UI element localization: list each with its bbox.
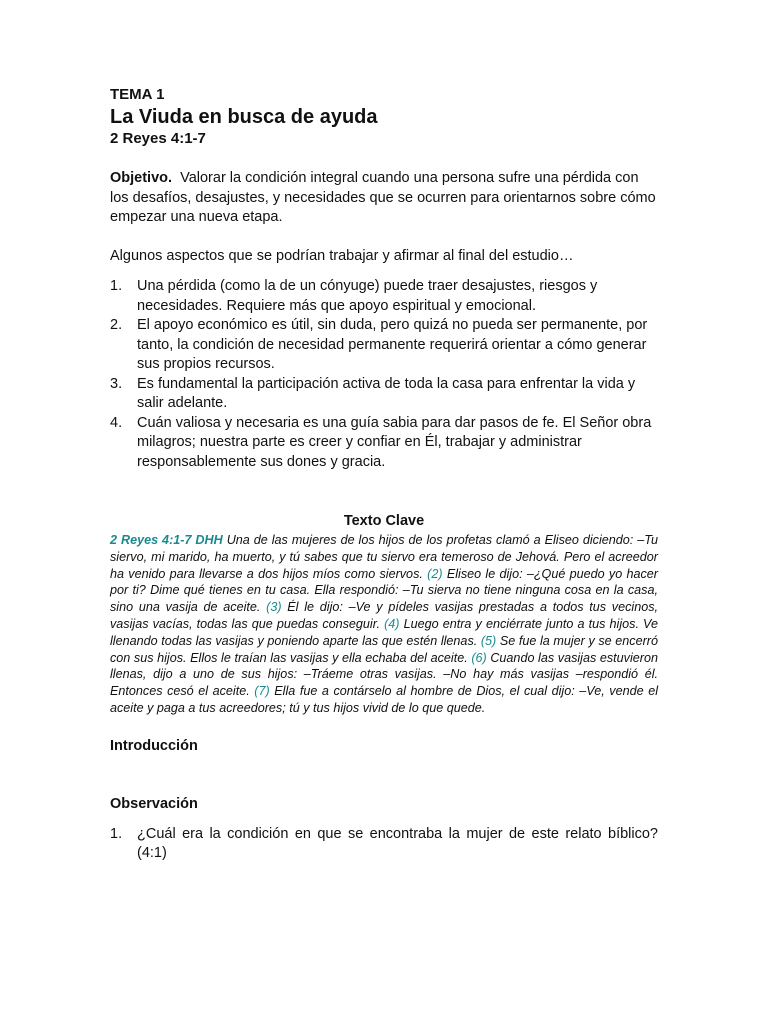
list-item-text: Cuán valiosa y necesaria es una guía sabia para dar pasos de fe. El Señor obra milagros; nuestra parte es creer y confiar en Él, trabajar y administrar responsablemente sus dones y gracia. [137,414,652,470]
verse-number: (6) [471,650,487,665]
verse-number: (3) [266,600,282,615]
verse-number: (2) [427,566,443,581]
passage-segment: Luego entra y enciérrate junto a tus hijos. Ve llenando todas las vasijas y poniendo aparte las que estén llenas. [110,616,658,648]
objective-label: Objetivo. [110,170,173,186]
verse-number: (5) [480,633,497,648]
list-item [110,825,658,864]
objective-text: Valorar la condición integral cuando una persona sufre una pérdida con los desafíos, desajustes, y necesidades que se ocurren para orientarnos sobre cómo empezar una nueva etapa. [110,170,656,225]
list-item-text: Una pérdida (como la de un cónyuge) puede traer desajustes, riesgos y necesidades. Requiere más que apoyo espiritual y emocional. [137,278,598,314]
passage-segment: Él le dijo: –Ve y pídeles vasijas prestadas a todos tus vecinos, vasijas vacías, todas las que puedas conseguir. [110,600,658,631]
passage-reference: 2 Reyes 4:1-7 DHH [110,533,223,547]
key-text-passage [110,532,658,717]
verse-number: (7) [254,684,270,699]
list-item-number: 3. [110,375,123,392]
list-item [110,414,658,473]
list-item-number: 2. [110,317,123,333]
passage-segment: Cuando las vasijas estuvieron llenas, dijo a uno de sus hijos: –Tráeme otras vasijas. –No hay más vasijas –respondió él. Entonces cesó el aceite. [110,650,658,699]
lesson-reference: 2 Reyes 4:1-7 [110,130,206,147]
list-item-text: Es fundamental la participación activa de toda la casa para enfrentar la vida y salir adelante. [137,375,636,411]
passage-segment: Se fue la mujer y se encerró con sus hijos. Ellos le traían las vasijas y ella echaba del aceite. [110,633,658,665]
lesson-number: TEMA 1 [110,86,165,103]
aspects-intro: Algunos aspectos que se podrían trabajar y afirmar al final del estudio… [110,247,574,264]
observation-questions [110,825,658,864]
passage-segment: Ella fue a contárselo al hombre de Dios, el cual dijo: –Ve, vende el aceite y paga a tus acreedores; tú y tus hijos vivid de lo que quede. [110,684,658,715]
list-item [110,316,658,375]
list-item-number: 4. [110,414,123,431]
list-item-text: El apoyo económico es útil, sin duda, pero quizá no pueda ser permanente, por tanto, la condición de necesidad permanente requerirá orientar a cómo generar sus propios recursos. [137,317,648,372]
verse-number: (4) [384,616,400,631]
key-text-heading: Texto Clave [343,513,425,529]
lesson-title: La Viuda en busca de ayuda [110,106,378,128]
list-item [110,277,658,316]
objective-paragraph [110,169,658,228]
passage-segment: Eliseo le dijo: –¿Qué puedo yo hacer por ti? Dime qué tienes en tu casa. Ella respondió: –Tu sierva no tiene ninguna cosa en la casa, sino una vasija de aceite. [110,566,658,615]
introduction-heading: Introducción [110,737,198,754]
question-number: 1. [110,825,123,842]
observation-heading: Observación [110,795,198,812]
list-item-number: 1. [110,278,123,294]
list-item [110,375,658,414]
question-text: ¿Cuál era la condición en que se encontraba la mujer de este relato bíblico? (4:1) [137,825,658,862]
aspects-list [110,277,658,472]
passage-segment: Una de las mujeres de los hijos de los profetas clamó a Eliseo diciendo: –Tu siervo, mi marido, ha muerto, y tú sabes que tu siervo era temeroso de Jehová. Pero el acreedor ha venido para llevarse a dos hijos míos como siervos. [110,533,658,581]
